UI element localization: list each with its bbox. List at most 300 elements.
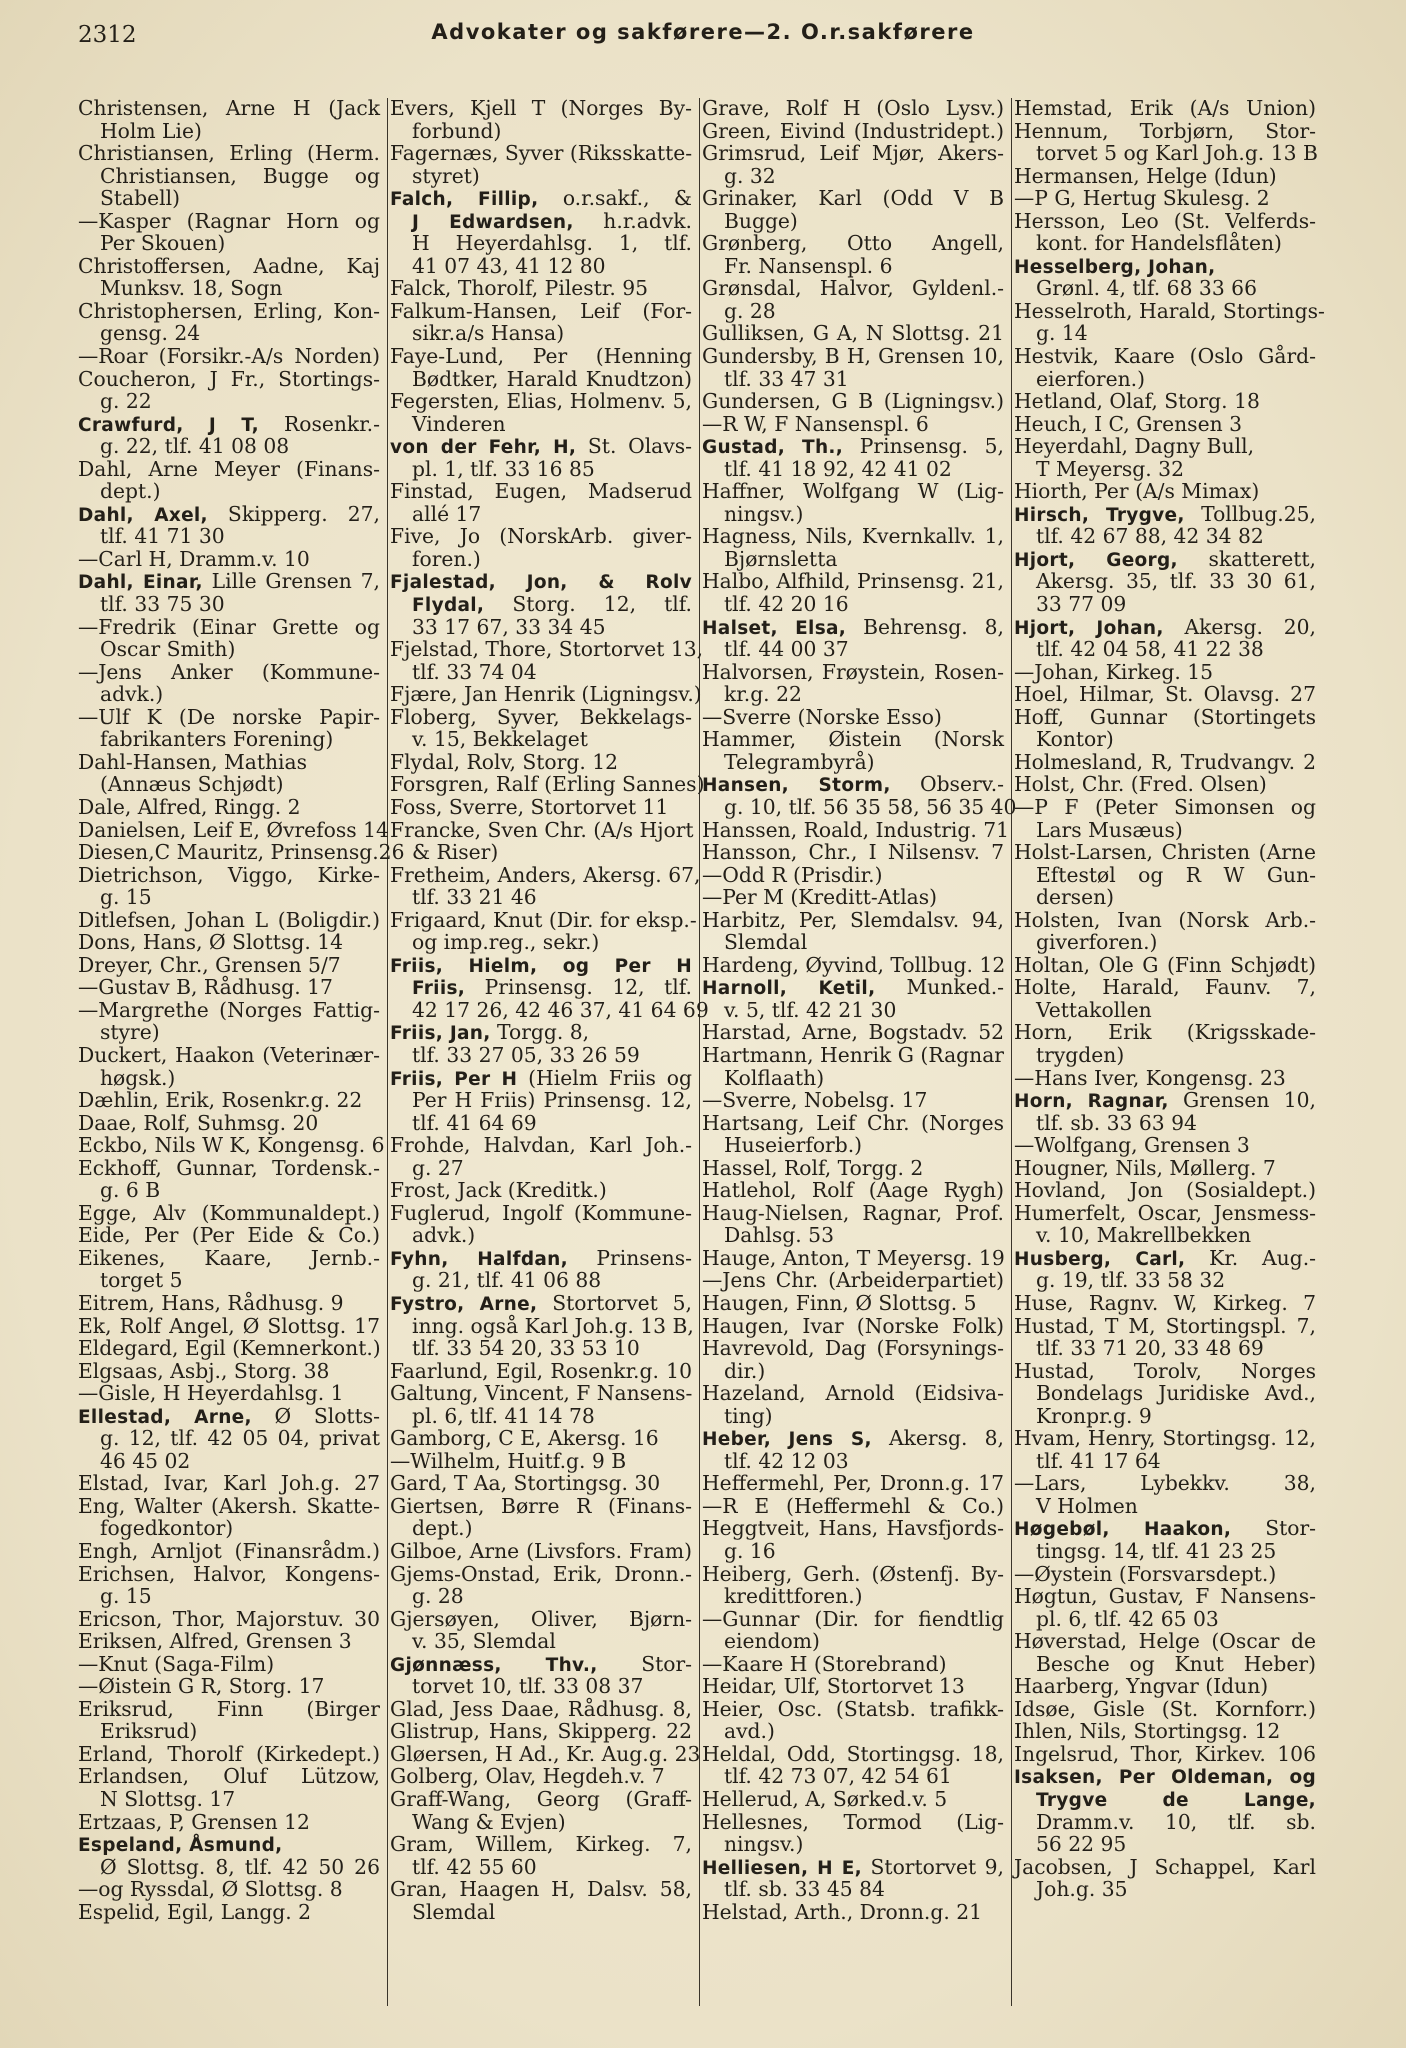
entry-text: tlf. 33 74 04 (412, 659, 537, 684)
entry-continuation-line (1014, 570, 1316, 593)
entry-text: Fuglerud, Ingolf (Kommune- (390, 1200, 692, 1225)
entry-text: sikr.a/s Hansa) (412, 321, 565, 346)
entry-text: dersen) (1036, 885, 1115, 910)
entry-continuation-line (78, 886, 380, 909)
entry-line (390, 1788, 692, 1811)
entry-line (390, 142, 692, 165)
column-rule (1011, 98, 1012, 2006)
entry-continuation-line (78, 1269, 380, 1292)
entry-continuation-line (702, 1134, 1004, 1157)
entry-text: Dahl-Hansen, Mathias (78, 749, 308, 774)
entry-line (702, 909, 1004, 932)
entry-text: Egge, Alv (Kommunaldept.) (78, 1200, 380, 1225)
entry-text: Gundersby, B H, Grensen 10, (702, 344, 1004, 369)
entry-text: Ertzaas, P, Grensen 12 (78, 1809, 310, 1834)
entry-line (390, 97, 692, 120)
entry-line (702, 773, 1004, 796)
entry-continuation-line (390, 120, 692, 143)
entry-line (702, 390, 1004, 413)
entry-text: Galtung, Vincent, F Nansens- (390, 1381, 693, 1406)
entry-continuation-line (702, 1540, 1004, 1563)
entry-line (390, 1563, 692, 1586)
entry-line (1014, 390, 1316, 413)
entry-text: Hassel, Rolf, Torgg. 2 (702, 1155, 924, 1180)
entry-text: Dæhlin, Erik, Rosenkr.g. 22 (78, 1088, 363, 1113)
entry-text: Hesselroth, Harald, Stortings- (1014, 298, 1325, 323)
entry-continuation-line (1014, 1269, 1316, 1292)
entry-text: tlf. 42 20 16 (724, 592, 849, 617)
entry-name-bold: Friis, Per H (390, 1068, 518, 1090)
entry-continuation-line (390, 1856, 692, 1879)
entry-name-bold: Hesselberg, Johan, (1014, 256, 1216, 278)
entry-text: Holte, Harald, Faunv. 7, (1014, 975, 1316, 1000)
entry-text: g. 28 (412, 1584, 464, 1609)
entry-line (1014, 165, 1316, 188)
entry-line (1014, 909, 1316, 932)
entry-text: Hammer, Øistein (Norsk (702, 727, 1004, 752)
entry-text: Vettakollen (1036, 997, 1152, 1022)
entry-continuation-line (1014, 232, 1316, 255)
entry-continuation-line (702, 1765, 1004, 1788)
entry-line (390, 1202, 692, 1225)
entry-line (702, 1337, 1004, 1360)
entry-text: Grensen 10, (1168, 1088, 1316, 1113)
entry-text: —Wilhelm, Huitf.g. 9 B (390, 1448, 627, 1473)
entry-line (390, 187, 692, 210)
entry-line (78, 413, 380, 436)
entry-line (1014, 1315, 1316, 1338)
entry-line (1014, 773, 1316, 796)
entry-text: Gard, T Aa, Stortingsg. 30 (390, 1471, 661, 1496)
entry-line (1014, 1247, 1316, 1270)
entry-line (78, 706, 380, 729)
entry-line (702, 1856, 1004, 1879)
entry-continuation-line (1014, 1337, 1316, 1360)
entry-text: g. 16 (724, 1539, 776, 1563)
entry-text: Elgsaas, Asbj., Storg. 38 (78, 1358, 330, 1383)
entry-text: Heldal, Odd, Stortingsg. 18, (702, 1741, 1004, 1766)
entry-text: Haugen, Finn, Ø Slottsg. 5 (702, 1290, 977, 1315)
entry-continuation-line (390, 1157, 692, 1180)
entry-line (78, 210, 380, 233)
entry-text: Holsten, Ivan (Norsk Arb.- (1014, 907, 1316, 932)
entry-text: avd.) (724, 1719, 775, 1744)
entry-text: Dahlsg. 53 (724, 1223, 834, 1248)
entry-text: —R W, F Nansenspl. 6 (702, 411, 929, 436)
entry-line (390, 1472, 692, 1495)
entry-text: tlf. 33 21 46 (412, 885, 537, 910)
entry-line (78, 931, 380, 954)
entry-name-bold: Hirsch, Trygve, (1014, 504, 1185, 526)
entry-continuation-line (390, 255, 692, 278)
entry-continuation-line (78, 728, 380, 751)
entry-line (702, 1788, 1004, 1811)
entry-text: Heyerdahl, Dagny Bull, (1014, 434, 1255, 459)
entry-text: Hatlehol, Rolf (Aage Rygh) (702, 1178, 1004, 1203)
entry-continuation-line (1014, 999, 1316, 1022)
entry-text: Glistrup, Hans, Skipperg. 22 (390, 1719, 692, 1744)
entry-line (1014, 503, 1316, 526)
entry-continuation-line (78, 480, 380, 503)
entry-text: —Gisle, H Heyerdahlsg. 1 (78, 1381, 344, 1406)
entry-name-bold: Dahl, Einar, (78, 572, 203, 594)
entry-text: —Sverre, Nobelsg. 17 (702, 1088, 928, 1113)
entry-line (390, 1833, 692, 1856)
entry-text: 33 77 09 (1036, 592, 1127, 617)
entry-continuation-line (702, 593, 1004, 616)
entry-line (78, 503, 380, 526)
entry-text: Fegersten, Elias, Holmenv. 5, (390, 389, 692, 414)
entry-text: pl. 6, tlf. 41 14 78 (412, 1403, 595, 1428)
entry-line (78, 458, 380, 481)
entry-text: tlf. 42 55 60 (412, 1854, 537, 1879)
entry-line (78, 1202, 380, 1225)
entry-text: 56 22 95 (1036, 1832, 1127, 1857)
entry-text: tlf. 42 73 07, 42 54 61 (724, 1764, 952, 1789)
entry-text: Ingelsrud, Thor, Kirkev. 106 (1014, 1741, 1316, 1766)
entry-line (1014, 1720, 1316, 1743)
entry-continuation-line (702, 255, 1004, 278)
entry-line (1014, 120, 1316, 143)
entry-line (1014, 435, 1316, 458)
entry-continuation-line (390, 165, 692, 188)
entry-name-bold: Harnoll, Ketil, (702, 978, 876, 1000)
entry-text: h.r.advk. (573, 208, 692, 233)
entry-continuation-line (1014, 1833, 1316, 1856)
entry-text: Falck, Thorolf, Pilestr. 95 (390, 276, 649, 301)
entry-text: g. 22 (100, 389, 152, 414)
entry-text: Observ.- (890, 772, 1005, 797)
entry-continuation-line (78, 1427, 380, 1450)
entry-line (1014, 751, 1316, 774)
entry-text: —Johan, Kirkeg. 15 (1014, 659, 1214, 684)
entry-text: Eckhoff, Gunnar, Tordensk.- (78, 1155, 380, 1180)
entry-text: Gilboe, Arne (Livsfors. Fram) (390, 1539, 692, 1563)
entry-line (702, 886, 1004, 909)
entry-text: Akersg. 20, (1163, 614, 1316, 639)
entry-line (1014, 796, 1316, 819)
entry-text: —Jens Chr. (Arbeiderpartiet) (702, 1268, 1004, 1293)
entry-continuation-line (78, 1067, 380, 1090)
entry-text: Fjelstad, Thore, Stortorvet 13, (390, 637, 704, 662)
entry-text: Prinsensg. 12, tlf. (465, 975, 692, 1000)
entry-text: Grønberg, Otto Angell, (702, 231, 1004, 256)
entry-continuation-line (390, 1112, 692, 1135)
entry-continuation-line (390, 232, 692, 255)
entry-line (390, 1247, 692, 1270)
entry-text: Danielsen, Leif E, Øvrefoss 14 (78, 817, 389, 842)
entry-line (78, 570, 380, 593)
entry-text: Hustad, T M, Stortingspl. 7, (1014, 1313, 1316, 1338)
entry-text: Green, Eivind (Industridept.) (702, 118, 1004, 143)
entry-text: Dons, Hans, Ø Slottsg. 14 (78, 930, 344, 955)
entry-line (702, 1811, 1004, 1834)
entry-continuation-line (390, 1044, 692, 1067)
entry-line (1014, 548, 1316, 571)
entry-text: tlf. 41 71 30 (100, 524, 225, 549)
entry-text: Christophersen, Erling, Kon- (78, 298, 380, 323)
entry-continuation-line (1014, 1878, 1316, 1901)
entry-text: pl. 6, tlf. 42 65 03 (1036, 1606, 1219, 1631)
entry-continuation-line (702, 1067, 1004, 1090)
entry-line (702, 616, 1004, 639)
entry-text: g. 32 (724, 163, 776, 188)
entry-line (1014, 1856, 1316, 1879)
entry-text: Ditlefsen, Johan L (Boligdir.) (78, 907, 380, 932)
entry-line (702, 1021, 1004, 1044)
entry-continuation-line (390, 1901, 692, 1924)
entry-text: Hartmann, Henrik G (Ragnar (702, 1042, 1004, 1067)
entry-line (1014, 706, 1316, 729)
entry-continuation-line (1014, 728, 1316, 751)
entry-text: Hoel, Hilmar, St. Olavsg. 27 (1014, 682, 1316, 707)
entry-continuation-line (1014, 1450, 1316, 1473)
entry-text: g. 15 (100, 1584, 152, 1609)
entry-text: Stabell) (100, 186, 181, 211)
entry-text: —Øystein (Forsvarsdept.) (1014, 1561, 1277, 1586)
entry-line (78, 864, 380, 887)
entry-text: Besche og Knut Heber) (1036, 1651, 1316, 1676)
entry-line (390, 1021, 692, 1044)
entry-text: Eide, Per (Per Eide & Co.) (78, 1223, 380, 1248)
entry-text: Floberg, Syver, Bekkelags- (390, 704, 692, 729)
entry-line (1014, 661, 1316, 684)
entry-text: Humerfelt, Oscar, Jensmess- (1014, 1200, 1316, 1225)
entry-text: Ø Slottsg. 8, tlf. 42 50 26 (100, 1854, 380, 1879)
entry-name-bold: Fystro, Arne, (390, 1293, 538, 1315)
entry-text: torget 5 (100, 1268, 183, 1293)
entry-line (78, 1315, 380, 1338)
entry-continuation-line (390, 841, 692, 864)
entry-line (390, 1653, 692, 1676)
entry-text: —P G, Hertug Skulesg. 2 (1014, 186, 1270, 211)
entry-text: Gundersen, G B (Ligningsv.) (702, 389, 1004, 414)
entry-text: Haarberg, Yngvar (Idun) (1014, 1674, 1269, 1699)
entry-continuation-line (78, 232, 380, 255)
entry-text: —Margrethe (Norges Fattig- (78, 997, 380, 1022)
entry-continuation-line (390, 1405, 692, 1428)
entry-name-bold: Gustad, Th., (702, 437, 844, 459)
entry-line (78, 1472, 380, 1495)
entry-text: forbund) (412, 118, 502, 143)
entry-line (1014, 187, 1316, 210)
entry-text: Frohde, Halvdan, Karl Joh.- (390, 1133, 692, 1158)
entry-text: Kontor) (1036, 727, 1114, 752)
entry-continuation-line (390, 210, 692, 233)
entry-text: Graff-Wang, Georg (Graff- (390, 1787, 692, 1812)
entry-line (390, 480, 692, 503)
entry-line (390, 1698, 692, 1721)
entry-text: Hoff, Gunnar (Stortingets (1014, 704, 1316, 729)
entry-text: Gram, Willem, Kirkeg. 7, (390, 1832, 692, 1857)
entry-line (390, 1540, 692, 1563)
entry-text: Ericson, Thor, Majorstuv. 30 (78, 1606, 380, 1631)
entry-continuation-line (390, 413, 692, 436)
entry-text: Hanssen, Roald, Industrig. 71 (702, 817, 1010, 842)
entry-text: Lille Grensen 7, (202, 569, 380, 594)
entry-text: Hartsang, Leif Chr. (Norges (702, 1110, 1004, 1135)
entry-continuation-line (390, 1585, 692, 1608)
entry-continuation-line (390, 458, 692, 481)
entry-continuation-line (702, 300, 1004, 323)
entry-text: Haffner, Wolfgang W (Lig- (702, 479, 1004, 504)
entry-text: Eriksen, Alfred, Grensen 3 (78, 1629, 352, 1654)
entry-text: Hovland, Jon (Sosialdept.) (1014, 1178, 1316, 1203)
entry-continuation-line (390, 503, 692, 526)
entry-text: Eckbo, Nils W K, Kongensg. 6 (78, 1133, 385, 1158)
entry-text: Holst, Chr. (Fred. Olsen) (1014, 772, 1267, 797)
entry-text: v. 35, Slemdal (412, 1629, 556, 1654)
entry-line (1014, 1292, 1316, 1315)
entry-continuation-line (702, 1450, 1004, 1473)
entry-line (702, 841, 1004, 864)
entry-continuation-line (78, 435, 380, 458)
entry-text: Harbitz, Per, Slemdalsv. 94, (702, 907, 1004, 932)
entry-line (1014, 616, 1316, 639)
entry-continuation-line (1014, 458, 1316, 481)
entry-continuation-line (1014, 1405, 1316, 1428)
entry-line (390, 907, 697, 932)
entry-text: N Slottsg. 17 (100, 1787, 236, 1812)
entry-continuation-line (78, 187, 380, 210)
entry-line (390, 1134, 692, 1157)
entry-text: Joh.g. 35 (1036, 1877, 1128, 1902)
entry-line (702, 1269, 1004, 1292)
entry-text: Heiberg, Gerh. (Østenfj. By- (702, 1561, 1004, 1586)
entry-text: Fr. Nansenspl. 6 (724, 253, 893, 278)
entry-line (78, 840, 405, 865)
entry-line (1014, 1675, 1316, 1698)
entry-name-bold: J Edwardsen, (412, 211, 574, 233)
entry-continuation-line (702, 368, 1004, 391)
entry-text: g. 10, tlf. 56 35 58, 56 35 40 (724, 794, 1017, 819)
entry-continuation-line (1014, 886, 1316, 909)
entry-name-bold: Espeland, Åsmund, (78, 1835, 283, 1857)
entry-text: Ihlen, Nils, Stortingsg. 12 (1014, 1719, 1281, 1744)
entry-text: g. 12, tlf. 42 05 04, privat (100, 1426, 380, 1451)
entry-continuation-line (78, 593, 380, 616)
entry-text: Fjære, Jan Henrik (Ligningsv.) (390, 682, 702, 707)
entry-continuation-line (1014, 1788, 1316, 1811)
entry-text: Eikenes, Kaare, Jernb.- (78, 1245, 380, 1270)
entry-text: V Holmen (1036, 1493, 1138, 1518)
entry-text: eierforen.) (1036, 366, 1146, 391)
entry-text: Daae, Rolf, Suhmsg. 20 (78, 1110, 319, 1135)
entry-continuation-line (702, 794, 1017, 819)
entry-text: Huseierforb.) (724, 1133, 863, 1158)
entry-text: Foss, Sverre, Stortorvet 11 (390, 794, 669, 819)
entry-line (1014, 1134, 1316, 1157)
entry-text: —Kaare H (Storebrand) (702, 1651, 947, 1676)
entry-text: Oscar Smith) (100, 637, 236, 662)
entry-line (78, 97, 380, 120)
entry-text: Harstad, Arne, Bogstadv. 52 (702, 1020, 1004, 1045)
entry-continuation-line (1014, 1044, 1316, 1067)
entry-text: tlf. sb. 33 63 94 (1036, 1110, 1197, 1135)
entry-continuation-line (702, 1224, 1004, 1247)
entry-line (1014, 1067, 1316, 1090)
entry-text: g. 27 (412, 1155, 464, 1180)
entry-text: Halbo, Alfhild, Prinsensg. 21, (702, 569, 1004, 594)
entry-line (1014, 1630, 1316, 1653)
entry-line (78, 1743, 380, 1766)
entry-line (702, 1247, 1004, 1270)
entry-text: Akersg. 8, (871, 1426, 1004, 1451)
column-3 (702, 96, 1017, 1924)
entry-text: g. 14 (1036, 321, 1088, 346)
entry-line (390, 637, 704, 662)
entry-text: —og Ryssdal, Ø Slottsg. 8 (78, 1877, 343, 1902)
entry-text: Hvam, Henry, Stortingsg. 12, (1014, 1426, 1316, 1451)
entry-continuation-line (702, 1630, 1004, 1653)
entry-text: 42 17 26, 42 46 37, 41 64 69 (412, 997, 709, 1022)
entry-text: Diesen,C Mauritz, Prinsensg.26 (78, 840, 405, 865)
entry-line (702, 1495, 1004, 1518)
entry-line (1014, 1743, 1316, 1766)
entry-text: Giertsen, Børre R (Finans- (390, 1493, 692, 1518)
entry-continuation-line (1014, 368, 1316, 391)
page-number: 2312 (78, 22, 137, 48)
entry-text: torvet 10, tlf. 33 08 37 (412, 1674, 644, 1699)
entry-text: Five, Jo (NorskArb. giver- (390, 524, 692, 549)
entry-line (1014, 480, 1316, 503)
entry-text: —Lars, Lybekkv. 38, (1014, 1471, 1316, 1496)
entry-text: trygden) (1036, 1042, 1125, 1067)
entry-text: Stor- (1231, 1516, 1316, 1541)
entry-continuation-line (1014, 1811, 1316, 1834)
entry-continuation-line (390, 886, 692, 909)
entry-text: Golberg, Olav, Hegdeh.v. 7 (390, 1764, 665, 1789)
entry-text: Faarlund, Egil, Rosenkr.g. 10 (390, 1358, 692, 1383)
entry-continuation-line (1014, 864, 1316, 887)
entry-line (390, 1765, 692, 1788)
entry-text: —Kasper (Ragnar Horn og (78, 208, 380, 233)
entry-continuation-line (702, 1360, 1004, 1383)
entry-text: & Riser) (412, 840, 499, 865)
entry-text: —Gunnar (Dir. for fiendtlig (702, 1606, 1004, 1631)
entry-line (702, 277, 1004, 300)
entry-text: tlf. 33 47 31 (724, 366, 849, 391)
entry-continuation-line (78, 1788, 380, 1811)
entry-line (702, 97, 1004, 120)
entry-continuation-line (702, 165, 1004, 188)
entry-continuation-line (78, 1450, 380, 1473)
entry-continuation-line (390, 931, 692, 954)
entry-line (1014, 1179, 1316, 1202)
entry-text: Prinsens- (567, 1245, 692, 1270)
entry-text: Halvorsen, Frøystein, Rosen- (702, 659, 1004, 684)
entry-line (78, 1878, 380, 1901)
entry-text: Eriksrud, Finn (Birger (78, 1696, 380, 1721)
entry-continuation-line (390, 1675, 692, 1698)
entry-continuation-line (390, 593, 692, 616)
entry-text: g. 21, tlf. 41 06 88 (412, 1268, 602, 1293)
entry-text: Christensen, Arne H (Jack (78, 96, 380, 120)
entry-text: —Roar (Forsikr.-A/s Norden) (78, 344, 380, 369)
entry-text: Hersson, Leo (St. Velferds- (1014, 208, 1316, 233)
entry-text: styret) (412, 163, 480, 188)
entry-text: Hazeland, Arnold (Eidsiva- (702, 1381, 1004, 1406)
entry-text: Heidar, Ulf, Stortorvet 13 (702, 1674, 965, 1699)
entry-text: foren.) (412, 546, 481, 571)
entry-name-bold: Fyhn, Halfdan, (390, 1248, 568, 1270)
entry-continuation-line (78, 683, 380, 706)
entry-continuation-line (1014, 1653, 1316, 1676)
entry-text: Bondelags Juridiske Avd., (1036, 1381, 1316, 1406)
entry-text: Eitrem, Hans, Rådhusg. 9 (78, 1290, 344, 1315)
entry-text: Huse, Ragnv. W, Kirkeg. 7 (1014, 1290, 1316, 1315)
entry-continuation-line (702, 548, 1004, 571)
